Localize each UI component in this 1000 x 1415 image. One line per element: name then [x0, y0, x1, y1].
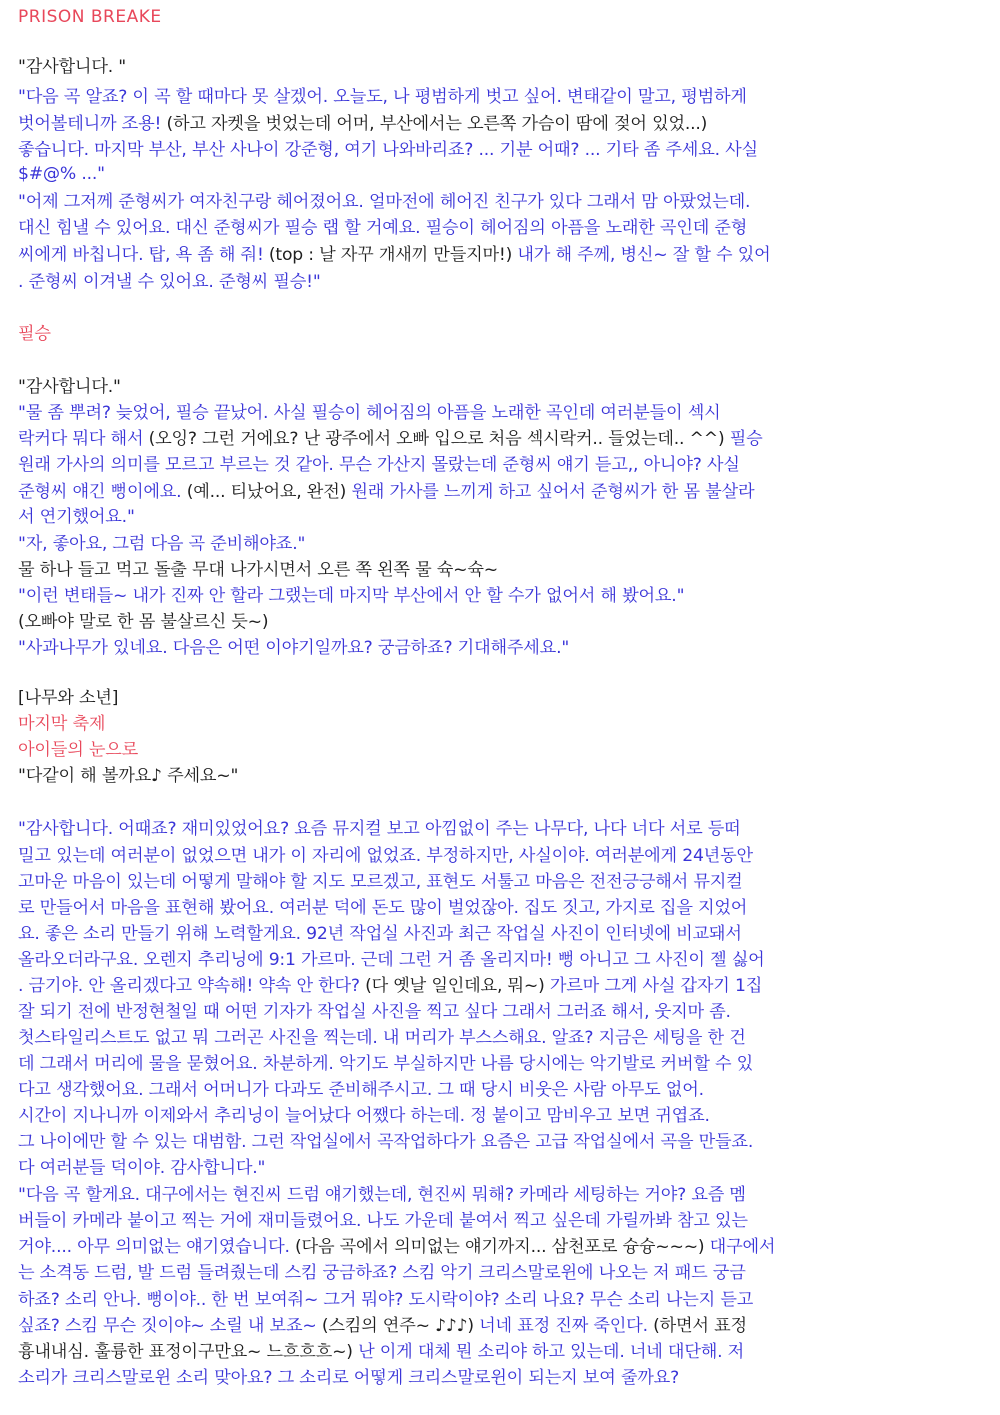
- dialogue-span: 원래 가사를 느끼게 하고 싶어서 준형씨가 한 몸 불살라: [346, 482, 755, 502]
- note-span: (오잉? 그런 거에요? 난 광주에서 오빠 입으로 처음 섹시락커.. 들었는데.. ^^): [148, 429, 725, 449]
- text-line: [18, 1314, 993, 1338]
- note-span: 흉내내심. 훌륭한 표정이구만요~ 느흐흐흐~): [18, 1342, 353, 1362]
- note-span: (다 옛날 일인데요, 뭐~): [365, 976, 545, 996]
- text-line: 원래 가사의 의미를 모르고 부르는 것 같아. 무슨 가산지 몰랐는데 준형씨 얘기 듣고,, 아니야? 사실: [18, 455, 740, 475]
- text-line: "다음 곡 할게요. 대구에서는 현진씨 드럼 얘기했는데, 현진씨 뭐해? 카메라 세팅하는 거야? 요즘 멤: [18, 1185, 746, 1205]
- dialogue-span: 벗어볼테니까 조용!: [18, 114, 167, 134]
- text-line: "감사합니다. ": [18, 57, 126, 77]
- text-line: "감사합니다.": [18, 377, 121, 397]
- text-line: [18, 974, 993, 998]
- text-line: "자, 좋아요, 그럼 다음 곡 준비해야죠.": [18, 534, 306, 554]
- dialogue-span: 씨에게 바칩니다. 탑, 욕 좀 해 줘!: [18, 245, 269, 265]
- text-line: [18, 480, 993, 504]
- text-line: 하죠? 소리 안나. 뻥이야.. 한 번 보여줘~ 그거 뭐야? 도시락이야? 소리 나요? 무슨 소리 나는지 듣고: [18, 1290, 754, 1310]
- dialogue-span: 거야.... 아무 의미없는 얘기였습니다.: [18, 1237, 296, 1257]
- note-span: (다음 곡에서 의미없는 얘기까지... 삼천포로 슝슝~~~): [295, 1237, 705, 1257]
- dialogue-span: 너네 표정 진짜 죽인다.: [473, 1316, 654, 1336]
- text-line: 좋습니다. 마지막 부산, 부산 사나이 강준형, 여기 나와바리죠? ... 기분 어때? ... 기타 좀 주세요. 사실: [18, 140, 758, 160]
- text-line: 그 나이에만 할 수 있는 대범함. 그런 작업실에서 곡작업하다가 요즘은 고급 작업실에서 곡을 만들죠.: [18, 1132, 754, 1152]
- dialogue-span: . 금기야. 안 올리겠다고 약속해! 약속 안 한다?: [18, 976, 366, 996]
- document-title: PRISON BREAKE: [18, 7, 162, 27]
- song-title: 마지막 축제: [18, 714, 106, 734]
- text-line: 다 여러분들 덕이야. 감사합니다.": [18, 1158, 266, 1178]
- text-line: 는 소격동 드럼, 발 드럼 들려줬는데 스킴 궁금하죠? 스킴 악기 크리스말로윈에 나오는 저 패드 궁금: [18, 1263, 746, 1283]
- dialogue-span: 대구에서: [704, 1237, 776, 1257]
- text-line: 시간이 지나니까 이제와서 추리닝이 늘어났다 어쨌다 하는데. 정 붙이고 맘비우고 보면 귀엽죠.: [18, 1106, 710, 1126]
- note-span: (예... 티났어요, 완전): [186, 482, 347, 502]
- text-line: [18, 243, 993, 267]
- text-line: [18, 427, 993, 451]
- text-line: "다같이 해 볼까요♪ 주세요~": [18, 766, 239, 786]
- text-line: "감사합니다. 어때죠? 재미있었어요? 요즘 뮤지컬 보고 아낌없이 주는 나무다, 나다 너다 서로 등떠: [18, 819, 741, 839]
- text-line: "어제 그저께 준형씨가 여자친구랑 헤어졌어요. 얼마전에 헤어진 친구가 있다 그래서 맘 아팠었는데.: [18, 192, 751, 212]
- text-line: (오빠야 말로 한 몸 불살르신 듯~): [18, 612, 269, 632]
- text-line: 소리가 크리스말로윈 소리 맞아요? 그 소리로 어떻게 크리스말로윈이 되는지 보여 줄까요?: [18, 1368, 679, 1388]
- text-line: 대신 힘낼 수 있어요. 대신 준형씨가 필승 랩 할 거예요. 필승이 헤어짐의 아픔을 노래한 곡인데 준형: [18, 218, 748, 238]
- text-line: [18, 1235, 993, 1259]
- note-span: (하면서 표정: [653, 1316, 747, 1336]
- section-heading: [나무와 소년]: [18, 688, 119, 708]
- text-line: 잘 되기 전에 반정현철일 때 어떤 기자가 작업실 사진을 찍고 싶다 그래서 그러죠 해서, 웃지마 좀.: [18, 1002, 731, 1022]
- text-line: 요. 좋은 소리 만들기 위해 노력할게요. 92년 작업실 사진과 최근 작업실 사진이 인터넷에 비교돼서: [18, 924, 742, 944]
- text-line: "다음 곡 알죠? 이 곡 할 때마다 못 살겠어. 오늘도, 나 평범하게 벗고 싶어. 변태같이 말고, 평범하게: [18, 87, 747, 107]
- text-line: "사과나무가 있네요. 다음은 어떤 이야기일까요? 궁금하죠? 기대해주세요.": [18, 638, 570, 658]
- text-line: "물 좀 뿌려? 늦었어, 필승 끝났어. 사실 필승이 헤어짐의 아픔을 노래한 곡인데 여러분들이 섹시: [18, 403, 721, 423]
- note-span: (top : 날 자꾸 개새끼 만들지마!): [268, 245, 513, 265]
- dialogue-span: 가르마 그게 사실 갑자기 1집: [544, 976, 763, 996]
- text-line: 물 하나 들고 먹고 돌출 무대 나가시면서 오른 쪽 왼쪽 물 슉~슉~: [18, 560, 498, 580]
- dialogue-span: 필승: [724, 429, 763, 449]
- song-title: 아이들의 눈으로: [18, 740, 139, 760]
- dialogue-span: 락커다 뭐다 해서: [18, 429, 149, 449]
- text-line: 고마운 마음이 있는데 어떻게 말해야 할 지도 모르겠고, 표현도 서툴고 마음은 전전긍긍해서 뮤지컬: [18, 872, 743, 892]
- text-line: 밀고 있는데 여러분이 없었으면 내가 이 자리에 없었죠. 부정하지만, 사실이야. 여러분에게 24년동안: [18, 846, 753, 866]
- note-span: (스킴의 연주~ ♪♪♪): [321, 1316, 474, 1336]
- text-line: "이런 변태들~ 내가 진짜 안 할라 그랬는데 마지막 부산에서 안 할 수가 없어서 해 봤어요.": [18, 586, 685, 606]
- text-line: 올라오더라구요. 오렌지 추리닝에 9:1 가르마. 근데 그런 거 좀 올리지마! 뻥 아니고 그 사진이 젤 싫어: [18, 950, 765, 970]
- text-line: . 준형씨 이겨낼 수 있어요. 준형씨 필승!": [18, 272, 321, 292]
- song-title: 필승: [18, 324, 51, 344]
- note-span: (하고 자켓을 벗었는데 어머, 부산에서는 오른쪽 가슴이 땀에 젖어 있었...): [166, 114, 708, 134]
- dialogue-span: 난 이게 대체 뭔 소리야 하고 있는데. 너네 대단해. 저: [352, 1342, 745, 1362]
- text-line: $#@% ...": [18, 164, 105, 184]
- dialogue-span: 준형씨 얘긴 뻥이에요.: [18, 482, 187, 502]
- text-line: 서 연기했어요.": [18, 507, 135, 527]
- dialogue-span: 내가 해 주께, 병신~ 잘 할 수 있어: [512, 245, 771, 265]
- text-line: [18, 1340, 993, 1364]
- text-line: 버들이 카메라 붙이고 찍는 거에 재미들렸어요. 나도 가운데 붙여서 찍고 싶은데 가릴까봐 참고 있는: [18, 1211, 748, 1231]
- text-line: 다고 생각했어요. 그래서 어머니가 다과도 준비해주시고. 그 때 당시 비웃은 사람 아무도 없어.: [18, 1080, 704, 1100]
- dialogue-span: 싶죠? 스킴 무슨 짓이야~ 소릴 내 보죠~: [18, 1316, 322, 1336]
- text-line: 첫스타일리스트도 없고 뭐 그러곤 사진을 찍는데. 내 머리가 부스스해요. 알죠? 지금은 세팅을 한 건: [18, 1028, 746, 1048]
- text-line: 데 그래서 머리에 물을 묻혔어요. 차분하게. 악기도 부실하지만 나름 당시에는 악기발로 커버할 수 있: [18, 1054, 754, 1074]
- text-line: [18, 112, 993, 136]
- text-line: 로 만들어서 마음을 표현해 봤어요. 여러분 덕에 돈도 많이 벌었잖아. 집도 짓고, 가지로 집을 지었어: [18, 898, 748, 918]
